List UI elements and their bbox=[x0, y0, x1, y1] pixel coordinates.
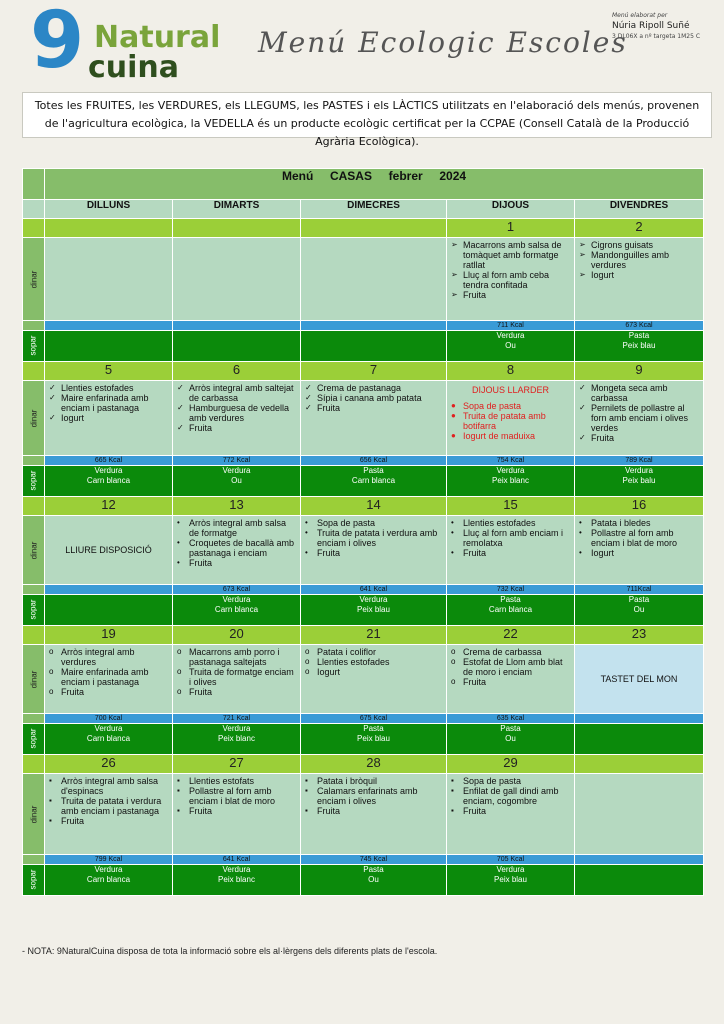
dish-item: ▪ Fruita bbox=[317, 806, 442, 816]
dish-list bbox=[301, 647, 446, 677]
dish-list bbox=[447, 401, 574, 441]
dinner-first: Verdura bbox=[222, 595, 251, 604]
dinner-second: Ou bbox=[505, 734, 516, 743]
dish-item: ➢ Cigrons guisats bbox=[591, 240, 699, 250]
kcal-value: 673 Kcal bbox=[575, 321, 704, 331]
lunch-cell bbox=[45, 381, 173, 456]
dinner-first: Verdura bbox=[222, 724, 251, 733]
dish-item: o Maire enfarinada amb enciam i pastanaga bbox=[61, 667, 168, 687]
dish-item: ● Sopa de pasta bbox=[463, 401, 570, 411]
dinner-cell bbox=[173, 595, 301, 626]
day-number: 12 bbox=[45, 497, 173, 516]
dish-item: ▪ Pollastre al forn amb enciam i blat de moro bbox=[189, 786, 296, 806]
dish-item: • Croquetes de bacallà amb pastanaga i enciam bbox=[189, 538, 296, 558]
dinner-cell bbox=[45, 466, 173, 497]
dinner-cell bbox=[575, 466, 704, 497]
dish-item: ▪ Llenties estofats bbox=[189, 776, 296, 786]
dish-item: ▪ Fruita bbox=[189, 806, 296, 816]
lunch-cell bbox=[45, 238, 173, 321]
dish-item: • Iogurt bbox=[591, 548, 699, 558]
brand-logo bbox=[28, 0, 228, 86]
day-number: 16 bbox=[575, 497, 704, 516]
lunch-cell bbox=[173, 238, 301, 321]
lunch-cell bbox=[575, 645, 704, 714]
day-number bbox=[173, 219, 301, 238]
menu-label: Menú bbox=[281, 169, 314, 183]
row-label-dinar: dinar bbox=[28, 541, 38, 560]
kcal-value bbox=[173, 321, 301, 331]
dinner-cell bbox=[575, 595, 704, 626]
day-number: 9 bbox=[575, 362, 704, 381]
dish-item: o Crema de carbassa bbox=[463, 647, 570, 657]
kcal-value: 635 Kcal bbox=[447, 714, 575, 724]
day-number bbox=[45, 219, 173, 238]
credit-line-1: Menú elaborat per bbox=[612, 12, 668, 19]
dish-item: • Fruita bbox=[463, 548, 570, 558]
dish-item: • Lluç al forn amb enciam i remolatxa bbox=[463, 528, 570, 548]
lunch-row bbox=[23, 381, 704, 456]
intro-notice bbox=[22, 92, 712, 148]
dinner-second: Peix blanc bbox=[218, 875, 255, 884]
dish-list bbox=[301, 383, 446, 413]
dinner-first: Verdura bbox=[496, 865, 525, 874]
row-label-sopar: sopar bbox=[28, 869, 38, 890]
dish-item: ✓ Arròs integral amb saltejat de carbassa bbox=[189, 383, 296, 403]
dinner-cell bbox=[173, 865, 301, 896]
dinner-first: Verdura bbox=[222, 466, 251, 475]
kcal-value: 721 Kcal bbox=[173, 714, 301, 724]
dinner-second: Peix blau bbox=[622, 341, 656, 350]
menu-title bbox=[45, 169, 704, 200]
day-number: 19 bbox=[45, 626, 173, 645]
lunch-cell bbox=[301, 516, 447, 585]
day-number: 7 bbox=[301, 362, 447, 381]
kcal-row bbox=[23, 585, 704, 595]
school-name: CASAS bbox=[329, 169, 372, 183]
dish-item: ➢ Iogurt bbox=[591, 270, 699, 280]
dish-item: o Fruita bbox=[61, 687, 168, 697]
lunch-row bbox=[23, 774, 704, 855]
menu-table bbox=[22, 168, 704, 896]
dish-item: • Patata i bledes bbox=[591, 518, 699, 528]
dish-item: ● Iogurt de maduixa bbox=[463, 431, 570, 441]
day-number: 28 bbox=[301, 755, 447, 774]
dish-list bbox=[575, 383, 703, 443]
dish-item: ✓ Llenties estofades bbox=[61, 383, 168, 393]
dinner-row bbox=[23, 865, 704, 896]
dish-item: ✓ Hamburguesa de vedella amb verdures bbox=[189, 403, 296, 423]
dish-list bbox=[301, 518, 446, 558]
special-day-title: DIJOUS LLARDER bbox=[471, 385, 550, 395]
dinner-cell bbox=[447, 865, 575, 896]
kcal-value: 665 Kcal bbox=[45, 456, 173, 466]
dinner-second: Ou bbox=[505, 341, 516, 350]
dinner-first: Verdura bbox=[359, 595, 388, 604]
logo-natural: Natural bbox=[94, 20, 221, 55]
kcal-value: 799 Kcal bbox=[45, 855, 173, 865]
dinner-second: Carn blanca bbox=[488, 605, 533, 614]
dinner-cell bbox=[301, 595, 447, 626]
kcal-value: 789 Kcal bbox=[575, 456, 704, 466]
weekday-friday: DIVENDRES bbox=[575, 200, 704, 219]
kcal-value: 673 Kcal bbox=[173, 585, 301, 595]
lunch-cell bbox=[301, 645, 447, 714]
kcal-value: 711Kcal bbox=[575, 585, 704, 595]
dinner-first: Verdura bbox=[496, 331, 525, 340]
day-number: 13 bbox=[173, 497, 301, 516]
dinner-second: Peix blanc bbox=[218, 734, 255, 743]
dinner-first: Pasta bbox=[500, 724, 521, 733]
day-number: 23 bbox=[575, 626, 704, 645]
menu-title-row bbox=[23, 169, 704, 200]
dish-item: o Llenties estofades bbox=[317, 657, 442, 667]
kcal-value bbox=[45, 321, 173, 331]
dinner-first: Verdura bbox=[222, 865, 251, 874]
dinner-second: Carn blanca bbox=[214, 605, 259, 614]
dish-item: • Fruita bbox=[189, 558, 296, 568]
lunch-cell bbox=[575, 381, 704, 456]
dish-item: • Llenties estofades bbox=[463, 518, 570, 528]
row-label-sopar: sopar bbox=[28, 599, 38, 620]
intro-text: Totes les FRUITES, les VERDURES, els LLEGUMS, les PASTES i els LÀCTICS utilitzats en l'elaboració dels menús, provenen de l'agricultura ecològica, la VEDELLA és un producte ecològic certificat per la CCPAE (Consell Català de la Producció Agrària Ecològica). bbox=[34, 99, 700, 148]
dish-item: ▪ Fruita bbox=[61, 816, 168, 826]
dish-item: ▪ Patata i bròquil bbox=[317, 776, 442, 786]
dinner-second: Ou bbox=[231, 476, 242, 485]
row-label-dinar: dinar bbox=[28, 270, 38, 289]
dish-item: ▪ Truita de patata i verdura amb enciam i pastanaga bbox=[61, 796, 168, 816]
kcal-row bbox=[23, 321, 704, 331]
page-title: Menú Ecologic Escoles bbox=[258, 26, 628, 59]
dish-item: • Fruita bbox=[317, 548, 442, 558]
dish-item: ➢ Lluç al forn amb ceba tendra confitada bbox=[463, 270, 570, 290]
lunch-cell bbox=[447, 645, 575, 714]
dish-item: ➢ Fruita bbox=[463, 290, 570, 300]
lunch-row bbox=[23, 645, 704, 714]
dinner-row bbox=[23, 724, 704, 755]
kcal-value: 732 Kcal bbox=[447, 585, 575, 595]
dish-item: o Patata i coliflor bbox=[317, 647, 442, 657]
dish-list bbox=[173, 776, 300, 816]
dinner-second: Peix blanc bbox=[492, 476, 529, 485]
lunch-cell bbox=[301, 774, 447, 855]
kcal-value: 754 Kcal bbox=[447, 456, 575, 466]
dish-list bbox=[45, 647, 172, 697]
dinner-cell bbox=[447, 595, 575, 626]
logo-nine: 9 bbox=[30, 0, 85, 86]
weekday-monday: DILLUNS bbox=[45, 200, 173, 219]
lunch-cell bbox=[447, 381, 575, 456]
dish-item: ✓ Pernilets de pollastre al forn amb enciam i olives verdes bbox=[591, 403, 699, 433]
day-number-row bbox=[23, 362, 704, 381]
day-number: 2 bbox=[575, 219, 704, 238]
dinner-second: Ou bbox=[368, 875, 379, 884]
dish-item: ✓ Fruita bbox=[317, 403, 442, 413]
dinner-cell bbox=[301, 466, 447, 497]
dinner-first: Pasta bbox=[363, 466, 384, 475]
year: 2024 bbox=[439, 169, 467, 183]
day-number: 15 bbox=[447, 497, 575, 516]
credit-block bbox=[612, 12, 712, 40]
lunch-cell bbox=[173, 381, 301, 456]
day-number-row bbox=[23, 219, 704, 238]
dinner-second: Peix blau bbox=[494, 875, 527, 884]
dinner-second: Ou bbox=[633, 605, 645, 614]
dish-list bbox=[45, 383, 172, 423]
row-label-sopar: sopar bbox=[28, 728, 38, 749]
dish-item: • Sopa de pasta bbox=[317, 518, 442, 528]
dinner-second: Carn blanca bbox=[86, 476, 131, 485]
tastet-label: TASTET DEL MON bbox=[600, 674, 678, 684]
month-name: febrer bbox=[388, 169, 423, 183]
kcal-value bbox=[575, 714, 704, 724]
kcal-value: 641 Kcal bbox=[301, 585, 447, 595]
day-number: 1 bbox=[447, 219, 575, 238]
lunch-row bbox=[23, 516, 704, 585]
dish-list bbox=[173, 518, 300, 568]
kcal-value: 711 Kcal bbox=[447, 321, 575, 331]
dinner-row bbox=[23, 331, 704, 362]
kcal-value bbox=[301, 321, 447, 331]
row-label-dinar: dinar bbox=[28, 670, 38, 689]
dinner-first: Pasta bbox=[363, 724, 384, 733]
allergen-note: - NOTA: 9NaturalCuina disposa de tota la informació sobre els al·lèrgens dels diferents plats de l'escola. bbox=[22, 946, 438, 956]
dish-item: o Estofat de Llom amb blat de moro i enciam bbox=[463, 657, 570, 677]
dish-item: ➢ Mandonguilles amb verdures bbox=[591, 250, 699, 270]
dish-item: ➢ Macarrons amb salsa de tomàquet amb formatge ratllat bbox=[463, 240, 570, 270]
weekday-wednesday: DIMECRES bbox=[301, 200, 447, 219]
dinner-second: Peix blau bbox=[357, 605, 390, 614]
day-number: 21 bbox=[301, 626, 447, 645]
dinner-cell bbox=[45, 865, 173, 896]
dinner-first: Verdura bbox=[624, 466, 654, 475]
day-number: 5 bbox=[45, 362, 173, 381]
dish-item: o Fruita bbox=[463, 677, 570, 687]
day-number: 20 bbox=[173, 626, 301, 645]
dinner-cell bbox=[45, 331, 173, 362]
lunch-cell bbox=[173, 774, 301, 855]
lunch-cell bbox=[575, 516, 704, 585]
dinner-first: Verdura bbox=[94, 865, 123, 874]
day-number-row bbox=[23, 626, 704, 645]
credit-author: Núria Ripoll Suñé bbox=[612, 21, 690, 31]
dish-item: ▪ Enfilat de gall dindi amb enciam, cogombre bbox=[463, 786, 570, 806]
lunch-cell bbox=[45, 774, 173, 855]
dish-item: ▪ Sopa de pasta bbox=[463, 776, 570, 786]
kcal-value bbox=[575, 855, 704, 865]
dinner-first: Verdura bbox=[496, 466, 525, 475]
kcal-value bbox=[45, 585, 173, 595]
kcal-value: 700 Kcal bbox=[45, 714, 173, 724]
row-label-sopar: sopar bbox=[28, 470, 38, 491]
lunch-cell bbox=[45, 645, 173, 714]
dish-item: ✓ Iogurt bbox=[61, 413, 168, 423]
dish-item: • Arròs integral amb salsa de formatge bbox=[189, 518, 296, 538]
kcal-value: 641 Kcal bbox=[173, 855, 301, 865]
dish-list bbox=[447, 776, 574, 816]
kcal-value: 675 Kcal bbox=[301, 714, 447, 724]
dinner-row bbox=[23, 466, 704, 497]
kcal-value: 745 Kcal bbox=[301, 855, 447, 865]
dish-list bbox=[575, 518, 703, 558]
dinner-first: Verdura bbox=[94, 466, 123, 475]
dinner-cell bbox=[447, 331, 575, 362]
lunch-cell bbox=[447, 774, 575, 855]
dish-item: ✓ Sípia i canana amb patata bbox=[317, 393, 442, 403]
dinner-second: Carn blanca bbox=[351, 476, 396, 485]
dish-item: ▪ Arròs integral amb salsa d'espinacs bbox=[61, 776, 168, 796]
kcal-value: 656 Kcal bbox=[301, 456, 447, 466]
dish-item: • Truita de patata i verdura amb enciam i olives bbox=[317, 528, 442, 548]
dish-list bbox=[447, 647, 574, 687]
day-number: 29 bbox=[447, 755, 575, 774]
dish-item: ● Truita de patata amb botifarra bbox=[463, 411, 570, 431]
dish-item: ✓ Fruita bbox=[189, 423, 296, 433]
dinner-cell bbox=[173, 724, 301, 755]
kcal-row bbox=[23, 714, 704, 724]
dinner-cell bbox=[447, 466, 575, 497]
day-number-row bbox=[23, 755, 704, 774]
day-number: 14 bbox=[301, 497, 447, 516]
lunch-cell bbox=[447, 238, 575, 321]
dinner-row bbox=[23, 595, 704, 626]
dish-item: • Pollastre al forn amb enciam i blat de moro bbox=[591, 528, 699, 548]
lunch-cell bbox=[447, 516, 575, 585]
kcal-value: 705 Kcal bbox=[447, 855, 575, 865]
dinner-first: Pasta bbox=[363, 865, 384, 874]
dish-list bbox=[173, 647, 300, 697]
logo-cuina: cuina bbox=[88, 50, 180, 85]
dish-list bbox=[45, 776, 172, 826]
dish-item: ✓ Crema de pastanaga bbox=[317, 383, 442, 393]
dish-item: o Fruita bbox=[189, 687, 296, 697]
dish-item: o Macarrons amb porro i pastanaga saltejats bbox=[189, 647, 296, 667]
day-number: 26 bbox=[45, 755, 173, 774]
dish-item: o Iogurt bbox=[317, 667, 442, 677]
lunch-cell bbox=[301, 238, 447, 321]
dish-item: o Arròs integral amb verdures bbox=[61, 647, 168, 667]
dinner-cell bbox=[301, 865, 447, 896]
day-number-row bbox=[23, 497, 704, 516]
day-number bbox=[575, 755, 704, 774]
dinner-cell bbox=[575, 724, 704, 755]
lunch-cell bbox=[301, 381, 447, 456]
dinner-cell bbox=[301, 331, 447, 362]
day-number: 8 bbox=[447, 362, 575, 381]
dinner-first: Pasta bbox=[628, 331, 650, 340]
dinner-first: Pasta bbox=[500, 595, 521, 604]
dish-item: ▪ Calamars enfarinats amb enciam i olives bbox=[317, 786, 442, 806]
lunch-row bbox=[23, 238, 704, 321]
dish-list bbox=[301, 776, 446, 816]
dish-item: ✓ Maire enfarinada amb enciam i pastanaga bbox=[61, 393, 168, 413]
weekday-thursday: DIJOUS bbox=[447, 200, 575, 219]
free-day-label: LLIURE DISPOSICIÓ bbox=[65, 545, 152, 555]
row-label-dinar: dinar bbox=[28, 409, 38, 428]
dish-item: ✓ Fruita bbox=[591, 433, 699, 443]
lunch-cell bbox=[575, 238, 704, 321]
dinner-cell bbox=[173, 331, 301, 362]
day-number: 22 bbox=[447, 626, 575, 645]
dinner-second: Peix balu bbox=[622, 476, 656, 485]
dinner-cell bbox=[575, 865, 704, 896]
weekday-tuesday: DIMARTS bbox=[173, 200, 301, 219]
lunch-cell bbox=[173, 645, 301, 714]
dinner-second: Carn blanca bbox=[86, 875, 131, 884]
kcal-value: 772 Kcal bbox=[173, 456, 301, 466]
kcal-row bbox=[23, 855, 704, 865]
lunch-cell bbox=[45, 516, 173, 585]
dish-item: ▪ Fruita bbox=[463, 806, 570, 816]
dish-item: ✓ Mongeta seca amb carbassa bbox=[591, 383, 699, 403]
dish-item: o Truita de formatge enciam i olives bbox=[189, 667, 296, 687]
dish-list bbox=[447, 240, 574, 300]
dinner-cell bbox=[45, 595, 173, 626]
credit-line-3: 3 DL06X a nº targeta 1M25 C bbox=[612, 33, 701, 40]
dinner-second: Carn blanca bbox=[86, 734, 131, 743]
lunch-cell bbox=[173, 516, 301, 585]
row-label-dinar: dinar bbox=[28, 805, 38, 824]
dish-list bbox=[447, 518, 574, 558]
kcal-row bbox=[23, 456, 704, 466]
dinner-cell bbox=[447, 724, 575, 755]
dinner-cell bbox=[173, 466, 301, 497]
day-number: 27 bbox=[173, 755, 301, 774]
dinner-cell bbox=[45, 724, 173, 755]
day-number bbox=[301, 219, 447, 238]
dinner-cell bbox=[575, 331, 704, 362]
row-label-sopar: sopar bbox=[28, 335, 38, 356]
dinner-cell bbox=[301, 724, 447, 755]
dinner-second: Peix blau bbox=[357, 734, 390, 743]
weekday-header-row bbox=[23, 200, 704, 219]
dinner-first: Pasta bbox=[628, 595, 650, 604]
lunch-cell bbox=[575, 774, 704, 855]
day-number: 6 bbox=[173, 362, 301, 381]
dish-list bbox=[575, 240, 703, 280]
dinner-first: Verdura bbox=[94, 724, 123, 733]
dish-list bbox=[173, 383, 300, 433]
